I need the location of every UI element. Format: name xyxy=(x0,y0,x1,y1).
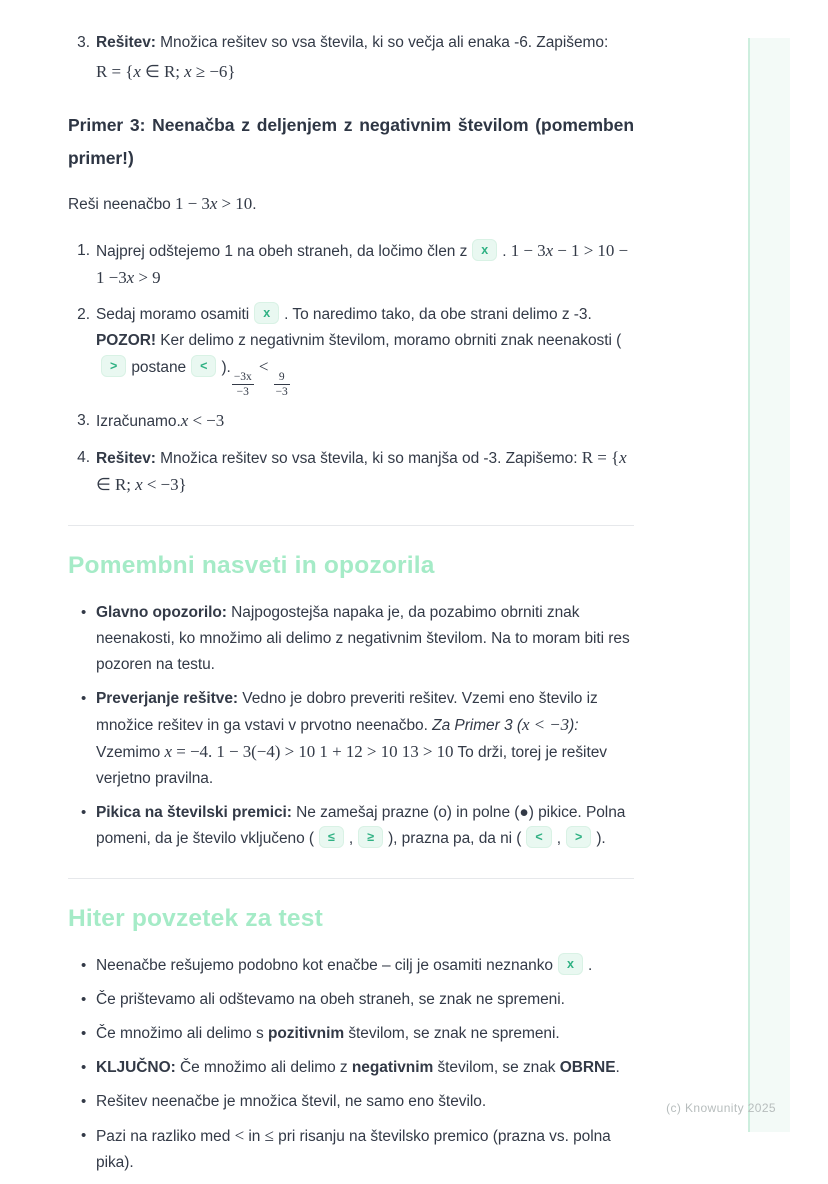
solution-step xyxy=(68,238,634,292)
bullet-list-item xyxy=(68,800,634,852)
list-marker: 2. xyxy=(77,306,90,323)
math-variable: x xyxy=(184,62,192,81)
bullet-list-item xyxy=(68,953,634,979)
text-segment: Množica rešitev so vsa števila, ki so večja ali enaka -6. Zapišemo: xyxy=(155,34,609,51)
math-segment: R = { xyxy=(581,448,620,467)
math-segment: − 1 > 10 − 1 xyxy=(96,241,629,287)
text-segment: ). xyxy=(596,830,606,847)
math-segment: = −4. 1 − 3(−4) > 10 1 + 12 > 10 13 > 10 xyxy=(172,742,454,761)
inline-code-badge: > xyxy=(566,826,591,848)
bullet-list-item xyxy=(68,987,634,1013)
step-text xyxy=(96,302,634,398)
text-segment: Ne zamešaj prazne (o) in polne (●) pikice. Polna pomeni, da je število vključeno ( xyxy=(96,804,626,847)
step-text xyxy=(96,408,634,435)
list-marker: 3. xyxy=(77,34,90,51)
math-fraction: $\frac{-3x}{-3}$ xyxy=(233,371,252,398)
inline-code-badge: > xyxy=(101,355,126,377)
text-segment: in xyxy=(244,1128,265,1145)
text-segment: . xyxy=(615,1059,620,1076)
step-text xyxy=(96,445,634,499)
document-content xyxy=(68,30,634,1184)
text-segment: . xyxy=(587,957,593,974)
text-segment: Pazi na razliko med xyxy=(96,1128,235,1145)
bullet-list-item xyxy=(68,1123,634,1176)
bullet-marker: • xyxy=(81,957,87,974)
bullet-text xyxy=(96,600,634,678)
ordered-list-item xyxy=(68,30,634,87)
bold-text: Rešitev: xyxy=(96,34,156,51)
text-segment: Najpogostejša napaka je, da pozabimo obrniti znak neenakosti, ko množimo ali delimo z negativnim številom. Na to moram biti res pozoren na testu. xyxy=(96,604,630,673)
text-segment: Ker delimo z negativnim številom, moramo obrniti znak neenakosti ( xyxy=(155,332,622,349)
math-segment: > 9 xyxy=(134,268,161,287)
math-segment: 1 − 3 xyxy=(510,241,546,260)
bullet-marker: • xyxy=(81,1127,87,1144)
bullet-text xyxy=(96,953,634,979)
bullet-text xyxy=(96,1089,634,1115)
solution-step xyxy=(68,445,634,499)
inline-code-badge: ≥ xyxy=(358,826,383,848)
bullet-marker: • xyxy=(81,604,87,621)
text-segment: Sedaj moramo osamiti xyxy=(96,306,250,323)
list-marker: 4. xyxy=(77,449,90,466)
text-segment: pri risanju na številsko premico (prazna vs. polna pika). xyxy=(96,1128,611,1171)
bullet-marker: • xyxy=(81,1059,87,1076)
text-segment: Če množimo ali delimo s xyxy=(96,1025,268,1042)
solution-steps-list xyxy=(68,238,634,499)
math-variable: x xyxy=(545,241,554,260)
bullet-list-item xyxy=(68,1055,634,1081)
bullet-marker: • xyxy=(81,804,87,821)
text-segment: Vzemimo xyxy=(96,744,165,761)
italic-text: Za Primer 3 ( xyxy=(432,717,522,734)
page-edge-strip xyxy=(750,38,790,1132)
tips-section xyxy=(68,550,634,852)
exercise-prompt xyxy=(68,191,634,218)
math-segment: ∈ R; xyxy=(140,62,185,81)
text-segment: številom, se znak ne spremeni. xyxy=(344,1025,560,1042)
bullet-text xyxy=(96,800,634,852)
tips-section-heading: Pomembni nasveti in opozorila xyxy=(68,552,435,579)
text-segment: Izračunamo. xyxy=(96,413,181,430)
text-segment: Reši neenačbo xyxy=(68,196,176,213)
bold-text: Preverjanje rešitve: xyxy=(96,690,239,707)
bold-text: pozitivnim xyxy=(267,1025,345,1042)
list-marker: 3. xyxy=(77,412,90,429)
bullet-text xyxy=(96,1021,634,1047)
bullet-list-item xyxy=(68,686,634,792)
text-segment: , xyxy=(348,830,354,847)
text-segment: Če množimo ali delimo z xyxy=(175,1059,352,1076)
text-segment: Najprej odštejemo 1 na obeh straneh, da ločimo člen z xyxy=(96,243,468,260)
text-segment: postane xyxy=(131,359,187,376)
tips-list xyxy=(68,600,634,852)
text-segment: številom, se znak xyxy=(433,1059,560,1076)
math-variable: x xyxy=(619,448,627,467)
summary-list xyxy=(68,953,634,1176)
bold-text: KLJUČNO: xyxy=(96,1059,176,1076)
text-segment: ), prazna pa, da ni ( xyxy=(388,830,522,847)
inline-code-badge: ≤ xyxy=(319,826,344,848)
math-variable: x xyxy=(164,742,173,761)
math-fraction: $\frac{9}{-3}$ xyxy=(275,371,288,398)
text-segment: ). xyxy=(221,359,231,376)
page-edge-line xyxy=(748,38,750,1132)
solution-step xyxy=(68,302,634,398)
bold-text: Pikica na številski premici: xyxy=(96,804,292,821)
math-segment: < −3 xyxy=(188,411,225,430)
math-segment: < xyxy=(234,1126,245,1145)
math-segment: < −3} xyxy=(142,475,187,494)
bullet-marker: • xyxy=(81,991,87,1008)
section-divider xyxy=(68,878,634,879)
section-divider xyxy=(68,525,634,526)
step-text xyxy=(96,238,634,292)
math-segment: −3 xyxy=(108,268,127,287)
text-segment: . xyxy=(252,196,257,213)
bullet-text xyxy=(96,686,634,792)
text-segment: . xyxy=(502,243,511,260)
bullet-text xyxy=(96,987,634,1013)
list-item-body xyxy=(96,30,634,87)
math-variable: x xyxy=(126,268,135,287)
text-segment: Množica rešitev so vsa števila, ki so manjša od -3. Zapišemo: xyxy=(155,450,582,467)
bold-text: POZOR! xyxy=(96,332,156,349)
example-heading: Primer 3: Neenačba z deljenjem z negativnim številom (pomemben primer!) xyxy=(68,115,634,168)
bullet-list-item xyxy=(68,1089,634,1115)
bold-text: Glavno opozorilo: xyxy=(96,604,227,621)
inline-code-badge: < xyxy=(191,355,216,377)
list-marker: 1. xyxy=(77,242,90,259)
math-segment: R = { xyxy=(96,62,134,81)
math-italic-segment: < −3 xyxy=(529,715,570,734)
math-line xyxy=(96,58,634,87)
math-variable: x xyxy=(209,194,218,213)
summary-section xyxy=(68,903,634,1176)
math-segment: ∈ R; xyxy=(96,475,136,494)
bullet-marker: • xyxy=(81,1025,87,1042)
text-segment: . To naredimo tako, da obe strani delimo z -3. xyxy=(284,306,592,323)
math-variable: x xyxy=(521,715,530,734)
bullet-marker: • xyxy=(81,1093,87,1110)
math-segment: < xyxy=(254,357,273,376)
math-variable: x xyxy=(133,62,141,81)
inline-code-badge: x xyxy=(558,953,583,975)
bold-text: OBRNE xyxy=(559,1059,616,1076)
math-segment: > 10 xyxy=(217,194,253,213)
copyright-footer: (c) Knowunity 2025 xyxy=(666,1101,776,1115)
italic-text: ): xyxy=(569,717,579,734)
text-segment: Rešitev neenačbe je množica števil, ne samo eno število. xyxy=(96,1093,487,1110)
math-segment: ≤ xyxy=(264,1126,274,1145)
bullet-text xyxy=(96,1055,634,1081)
bold-text: Rešitev: xyxy=(96,450,156,467)
solution-text xyxy=(96,30,634,56)
text-segment: Neenačbe rešujemo podobno kot enačbe – cilj je osamiti neznanko xyxy=(96,957,553,974)
inline-code-badge: < xyxy=(526,826,551,848)
inline-code-badge: x xyxy=(254,302,279,324)
math-segment: ≥ −6} xyxy=(191,62,236,81)
text-segment: Če prištevamo ali odštevamo na obeh straneh, se znak ne spremeni. xyxy=(96,991,565,1008)
text-segment: Vedno je dobro preveriti rešitev. Vzemi eno število iz množice rešitev in ga vstavi v prvotno neenačbo. xyxy=(96,690,598,734)
text-segment: To drži, torej je rešitev verjetno pravilna. xyxy=(96,744,607,787)
bullet-list-item xyxy=(68,600,634,678)
bold-text: negativnim xyxy=(351,1059,434,1076)
bullet-marker: • xyxy=(81,690,87,707)
math-variable: x xyxy=(135,475,143,494)
bullet-text xyxy=(96,1123,634,1176)
math-segment: 1 − 3 xyxy=(175,194,210,213)
inline-code-badge: x xyxy=(472,239,497,261)
bullet-list-item xyxy=(68,1021,634,1047)
math-variable: x xyxy=(180,411,189,430)
summary-section-heading: Hiter povzetek za test xyxy=(68,905,323,932)
example-section xyxy=(68,109,634,499)
solution-step xyxy=(68,408,634,435)
text-segment: , xyxy=(556,830,561,847)
